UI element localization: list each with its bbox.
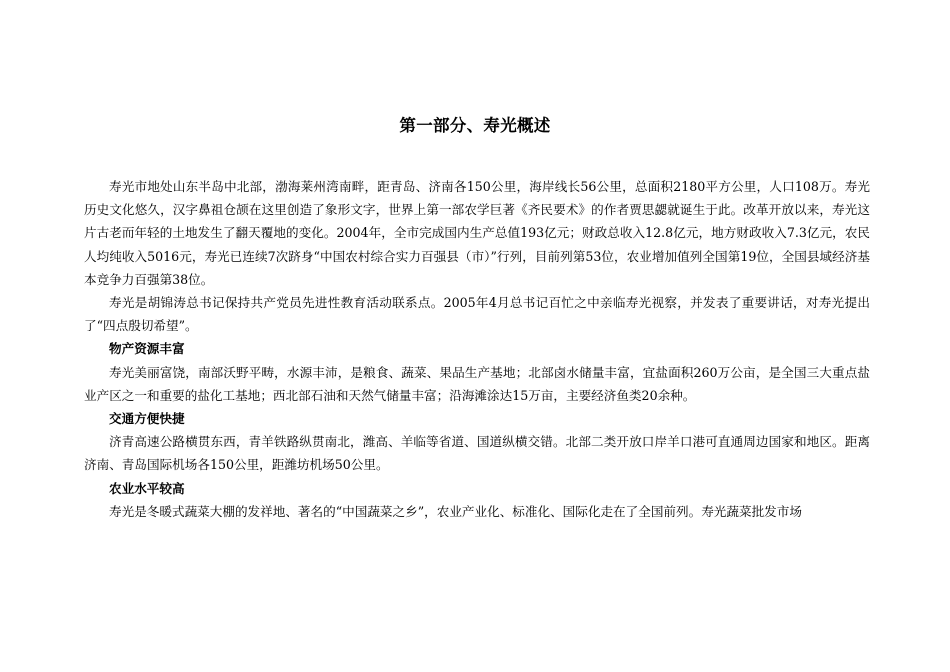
document-body	[84, 175, 870, 523]
visit-paragraph: 寿光是胡锦涛总书记保持共产党员先进性教育活动联系点。2005年4月总书记百忙之中亲临寿光视察，并发表了重要讲话，对寿光提出了“四点殷切希望”。	[84, 295, 870, 334]
page-title: 第一部分、寿光概述	[399, 116, 551, 135]
section-heading-resources: 物产资源丰富	[109, 341, 185, 357]
intro-paragraph: 寿光市地处山东半岛中北部，渤海莱州湾南畔，距青岛、济南各150公里，海岸线长56公里，总面积2180平方公里，人口108万。寿光历史文化悠久，汉字鼻祖仓颉在这里创造了象形文字，世界上第一部农学巨著《齐民要术》的作者贾思勰就诞生于此。改革开放以来，寿光这片古老而年轻的土地发生了翻天覆地的变化。2004年，全市完成国内生产总值193亿元；财政总收入12.8亿元，地方财政收入7.3亿元，农民人均纯收入5016元，寿光已连续7次跻身“中国农村综合实力百强县（市）”行列，目前列第53位，农业增加值列全国第19位，全国县域经济基本竞争力百强第38位。	[84, 179, 870, 287]
section-heading-agriculture: 农业水平较高	[109, 480, 185, 496]
section-text-resources: 寿光美丽富饶，南部沃野平畴，水源丰沛，是粮食、蔬菜、果品生产基地；北部卤水储量丰富，宜盐面积260万公亩，是全国三大重点盐业产区之一和重要的盐化工基地；西北部石油和天然气储量丰富；沿海滩涂达15万亩，主要经济鱼类20余种。	[84, 364, 870, 403]
section-heading-transport: 交通方便快捷	[109, 411, 185, 427]
section-text-agriculture: 寿光是冬暖式蔬菜大棚的发祥地、著名的“中国蔬菜之乡”，农业产业化、标准化、国际化走在了全国前列。寿光蔬菜批发市场	[109, 503, 802, 519]
section-text-transport: 济青高速公路横贯东西，青羊铁路纵贯南北，潍高、羊临等省道、国道纵横交错。北部二类开放口岸羊口港可直通周边国家和地区。距离济南、青岛国际机场各150公里，距潍坊机场50公里。	[84, 434, 870, 473]
